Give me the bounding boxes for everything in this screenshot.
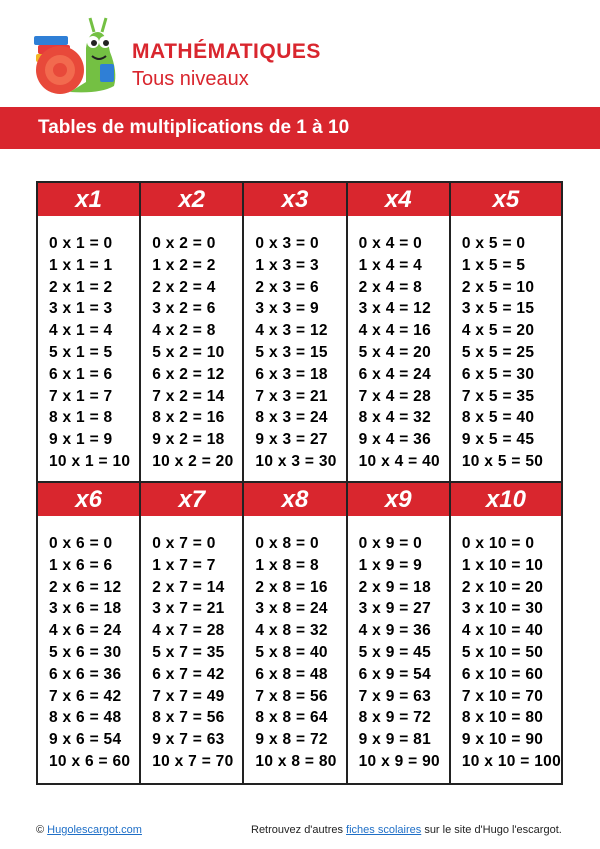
table-line: 4 x 6 = 24 bbox=[49, 622, 122, 640]
table-x4 bbox=[348, 183, 451, 483]
fiches-scolaires-link[interactable]: fiches scolaires bbox=[346, 824, 422, 836]
table-line: 1 x 5 = 5 bbox=[461, 256, 526, 274]
snail-mascot-logo bbox=[30, 12, 122, 98]
table-header: x6 bbox=[38, 483, 139, 516]
table-line: 4 x 7 = 28 bbox=[152, 622, 225, 640]
table-header: x4 bbox=[348, 183, 449, 216]
table-line: 7 x 5 = 35 bbox=[461, 387, 535, 405]
table-line: 2 x 7 = 14 bbox=[152, 578, 225, 596]
table-line: 10 x 10 = 100 bbox=[461, 752, 561, 770]
table-line: 2 x 1 = 2 bbox=[49, 278, 113, 296]
table-line: 10 x 4 = 40 bbox=[358, 452, 440, 470]
table-line: 3 x 7 = 21 bbox=[152, 600, 225, 618]
table-line: 10 x 9 = 90 bbox=[358, 752, 440, 770]
page-subtitle: Tous niveaux bbox=[132, 68, 249, 90]
table-line: 9 x 6 = 54 bbox=[49, 731, 122, 749]
footer-copyright bbox=[36, 824, 142, 836]
table-line: 3 x 8 = 24 bbox=[255, 600, 328, 618]
table-line: 0 x 4 = 0 bbox=[358, 235, 423, 252]
table-line: 6 x 8 = 48 bbox=[255, 665, 328, 683]
table-line: 0 x 3 = 0 bbox=[255, 235, 319, 252]
table-line: 2 x 3 = 6 bbox=[255, 278, 319, 296]
table-line: 2 x 5 = 10 bbox=[461, 278, 535, 296]
table-line: 9 x 8 = 72 bbox=[255, 731, 328, 749]
table-line: 7 x 4 = 28 bbox=[358, 387, 432, 405]
table-line: 5 x 4 = 20 bbox=[358, 343, 432, 361]
table-x6 bbox=[38, 483, 141, 783]
table-line: 6 x 10 = 60 bbox=[461, 665, 544, 683]
table-line: 0 x 2 = 0 bbox=[152, 235, 216, 252]
table-line: 0 x 8 = 0 bbox=[255, 535, 319, 552]
page-header bbox=[0, 0, 600, 100]
table-header: x10 bbox=[451, 483, 561, 516]
table-line: 6 x 4 = 24 bbox=[358, 365, 432, 383]
table-line: 5 x 7 = 35 bbox=[152, 643, 225, 661]
table-line: 3 x 4 = 12 bbox=[358, 300, 432, 318]
table-line: 10 x 6 = 60 bbox=[49, 752, 131, 770]
table-line: 1 x 4 = 4 bbox=[358, 256, 423, 274]
page-title: MATHÉMATIQUES bbox=[132, 40, 321, 63]
table-line: 0 x 6 = 0 bbox=[49, 535, 113, 552]
table-line: 6 x 3 = 18 bbox=[255, 365, 328, 383]
table-x3 bbox=[244, 183, 347, 483]
table-line: 4 x 3 = 12 bbox=[255, 322, 328, 340]
table-x9 bbox=[348, 483, 451, 783]
table-line: 0 x 7 = 0 bbox=[152, 535, 216, 552]
table-line: 9 x 7 = 63 bbox=[152, 731, 225, 749]
table-line: 5 x 8 = 40 bbox=[255, 643, 328, 661]
table-line: 7 x 10 = 70 bbox=[461, 687, 544, 705]
table-line: 2 x 4 = 8 bbox=[358, 278, 423, 296]
table-x2 bbox=[141, 183, 244, 483]
table-line: 2 x 2 = 4 bbox=[152, 278, 216, 296]
table-line: 4 x 5 = 20 bbox=[461, 322, 535, 340]
table-line: 6 x 9 = 54 bbox=[358, 665, 432, 683]
table-header: x7 bbox=[141, 483, 242, 516]
table-line: 1 x 7 = 7 bbox=[152, 556, 216, 574]
table-x7 bbox=[141, 483, 244, 783]
table-header: x9 bbox=[348, 483, 449, 516]
table-line: 10 x 1 = 10 bbox=[49, 452, 131, 470]
table-x8 bbox=[244, 483, 347, 783]
table-header: x2 bbox=[141, 183, 242, 216]
table-line: 8 x 1 = 8 bbox=[49, 409, 113, 427]
table-line: 4 x 10 = 40 bbox=[461, 622, 544, 640]
table-line: 8 x 7 = 56 bbox=[152, 709, 225, 727]
multiplication-tables-grid bbox=[36, 181, 563, 785]
table-line: 2 x 8 = 16 bbox=[255, 578, 328, 596]
table-line: 1 x 1 = 1 bbox=[49, 256, 113, 274]
table-line: 4 x 2 = 8 bbox=[152, 322, 216, 340]
table-line: 4 x 4 = 16 bbox=[358, 322, 432, 340]
table-line: 10 x 7 = 70 bbox=[152, 752, 234, 770]
section-banner bbox=[0, 107, 600, 149]
table-line: 9 x 9 = 81 bbox=[358, 731, 432, 749]
table-line: 1 x 10 = 10 bbox=[461, 556, 544, 574]
footer-promo bbox=[251, 824, 562, 836]
table-line: 1 x 8 = 8 bbox=[255, 556, 319, 574]
table-line: 7 x 6 = 42 bbox=[49, 687, 122, 705]
table-line: 4 x 1 = 4 bbox=[49, 322, 113, 340]
table-line: 6 x 2 = 12 bbox=[152, 365, 225, 383]
table-line: 9 x 1 = 9 bbox=[49, 431, 113, 449]
table-line: 1 x 2 = 2 bbox=[152, 256, 216, 274]
table-line: 3 x 9 = 27 bbox=[358, 600, 432, 618]
table-line: 7 x 9 = 63 bbox=[358, 687, 432, 705]
banner-title: Tables de multiplications de 1 à 10 bbox=[38, 117, 350, 138]
table-line: 6 x 1 = 6 bbox=[49, 365, 113, 383]
table-line: 3 x 2 = 6 bbox=[152, 300, 216, 318]
copyright-symbol: © bbox=[36, 824, 45, 836]
table-line: 5 x 5 = 25 bbox=[461, 343, 535, 361]
table-line: 10 x 5 = 50 bbox=[461, 452, 544, 470]
table-line: 7 x 8 = 56 bbox=[255, 687, 328, 705]
table-line: 3 x 10 = 30 bbox=[461, 600, 544, 618]
table-line: 8 x 2 = 16 bbox=[152, 409, 225, 427]
table-line: 6 x 6 = 36 bbox=[49, 665, 122, 683]
table-header: x5 bbox=[451, 183, 561, 216]
table-line: 5 x 10 = 50 bbox=[461, 643, 544, 661]
table-line: 8 x 5 = 40 bbox=[461, 409, 535, 427]
table-header: x8 bbox=[244, 483, 345, 516]
table-line: 8 x 3 = 24 bbox=[255, 409, 328, 427]
table-line: 1 x 3 = 3 bbox=[255, 256, 319, 274]
table-line: 9 x 4 = 36 bbox=[358, 431, 432, 449]
table-line: 0 x 1 = 0 bbox=[49, 235, 113, 252]
table-line: 5 x 2 = 10 bbox=[152, 343, 225, 361]
table-line: 8 x 4 = 32 bbox=[358, 409, 432, 427]
table-line: 9 x 3 = 27 bbox=[255, 431, 328, 449]
table-line: 9 x 10 = 90 bbox=[461, 731, 544, 749]
table-line: 0 x 10 = 0 bbox=[461, 535, 535, 552]
table-line: 3 x 5 = 15 bbox=[461, 300, 535, 318]
table-line: 10 x 3 = 30 bbox=[255, 452, 337, 470]
table-header: x1 bbox=[38, 183, 139, 216]
table-line: 9 x 2 = 18 bbox=[152, 431, 225, 449]
table-line: 8 x 6 = 48 bbox=[49, 709, 122, 727]
table-line: 5 x 6 = 30 bbox=[49, 643, 122, 661]
table-line: 7 x 2 = 14 bbox=[152, 387, 225, 405]
table-line: 7 x 3 = 21 bbox=[255, 387, 328, 405]
table-line: 7 x 7 = 49 bbox=[152, 687, 225, 705]
table-line: 6 x 5 = 30 bbox=[461, 365, 535, 383]
table-line: 0 x 5 = 0 bbox=[461, 235, 526, 252]
table-line: 5 x 3 = 15 bbox=[255, 343, 328, 361]
table-line: 3 x 6 = 18 bbox=[49, 600, 122, 618]
table-line: 2 x 9 = 18 bbox=[358, 578, 432, 596]
table-x1 bbox=[38, 183, 141, 483]
table-line: 2 x 6 = 12 bbox=[49, 578, 122, 596]
table-line: 0 x 9 = 0 bbox=[358, 535, 423, 552]
table-line: 10 x 2 = 20 bbox=[152, 452, 234, 470]
table-line: 8 x 10 = 80 bbox=[461, 709, 544, 727]
table-line: 8 x 9 = 72 bbox=[358, 709, 432, 727]
footer-text-after: sur le site d'Hugo l'escargot. bbox=[424, 824, 562, 836]
table-line: 3 x 3 = 9 bbox=[255, 300, 319, 318]
table-line: 6 x 7 = 42 bbox=[152, 665, 225, 683]
table-line: 4 x 8 = 32 bbox=[255, 622, 328, 640]
table-header: x3 bbox=[244, 183, 345, 216]
table-line: 2 x 10 = 20 bbox=[461, 578, 544, 596]
footer-text-before: Retrouvez d'autres bbox=[251, 824, 343, 836]
table-line: 5 x 1 = 5 bbox=[49, 343, 113, 361]
table-line: 1 x 9 = 9 bbox=[358, 556, 423, 574]
table-x10 bbox=[451, 483, 561, 783]
table-line: 10 x 8 = 80 bbox=[255, 752, 337, 770]
site-link[interactable]: Hugolescargot.com bbox=[47, 824, 142, 836]
table-x5 bbox=[451, 183, 561, 483]
table-line: 7 x 1 = 7 bbox=[49, 387, 113, 405]
table-line: 4 x 9 = 36 bbox=[358, 622, 432, 640]
table-line: 8 x 8 = 64 bbox=[255, 709, 328, 727]
table-line: 9 x 5 = 45 bbox=[461, 431, 535, 449]
table-line: 5 x 9 = 45 bbox=[358, 643, 432, 661]
table-line: 3 x 1 = 3 bbox=[49, 300, 113, 318]
table-line: 1 x 6 = 6 bbox=[49, 556, 113, 574]
